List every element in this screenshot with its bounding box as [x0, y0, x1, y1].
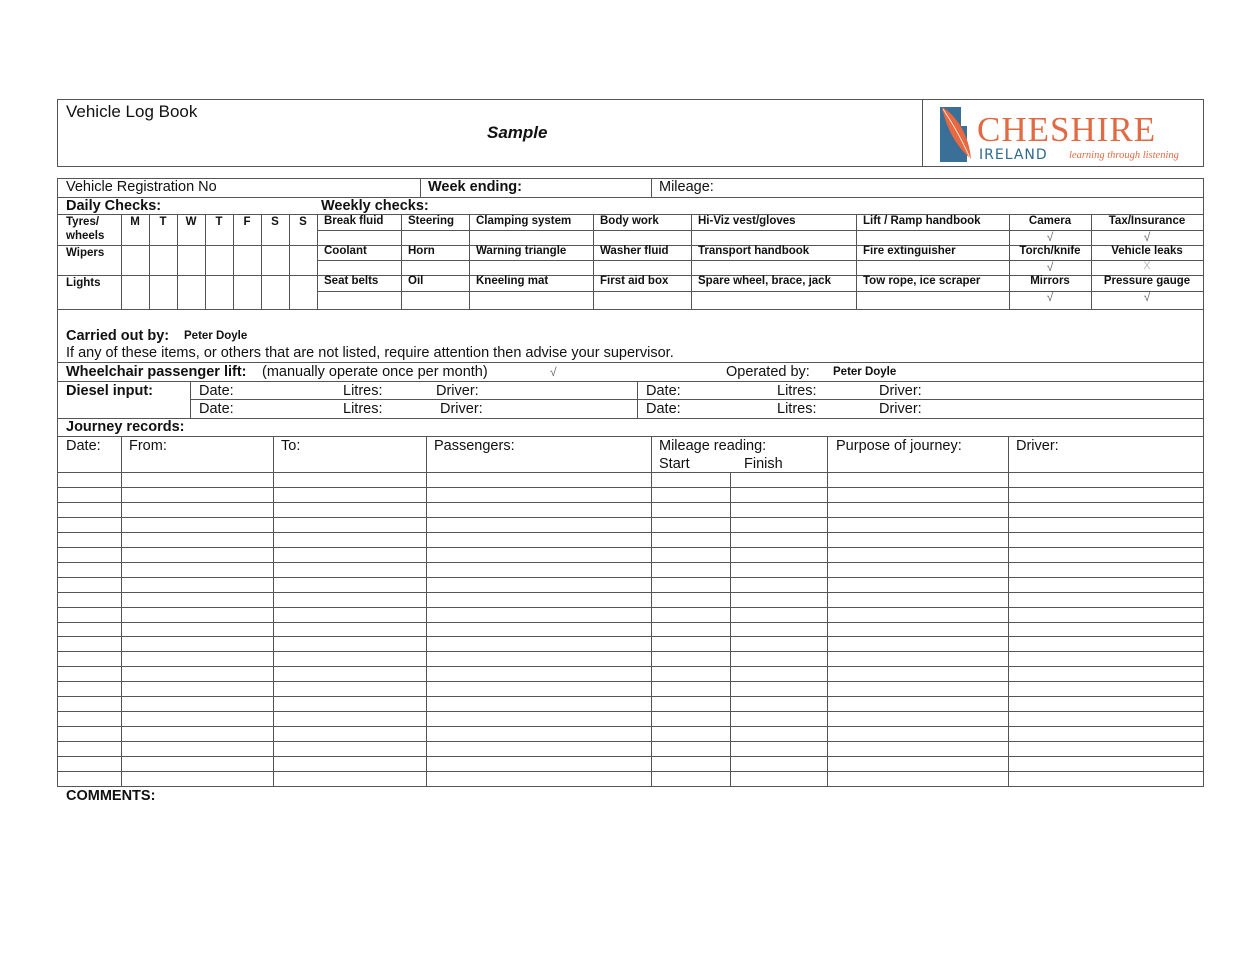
daily-checks-title: Daily Checks: [66, 198, 162, 214]
daily-check-cell[interactable] [150, 276, 176, 308]
operated-by-label: Operated by: [726, 364, 810, 380]
check-mark-icon[interactable]: √ [1046, 260, 1054, 274]
col-to: To: [281, 438, 301, 454]
check-mark-icon[interactable]: √ [1046, 290, 1054, 304]
diesel-litres-label: Litres: [777, 383, 817, 399]
day-header: F [243, 216, 251, 228]
diesel-driver-label: Driver: [879, 383, 922, 399]
cheshire-logo [937, 104, 1182, 164]
weekly-check-item: Coolant [324, 245, 367, 257]
diesel-driver-label: Driver: [440, 401, 483, 417]
weekly-checks-title: Weekly checks: [321, 198, 429, 214]
daily-check-cell[interactable] [122, 246, 148, 274]
diesel-date-label: Date: [199, 383, 234, 399]
divider [57, 418, 1204, 419]
logo-region: IRELAND [979, 147, 1048, 163]
diesel-date-label: Date: [199, 401, 234, 417]
registration-label: Vehicle Registration No [66, 179, 217, 195]
cross-mark-icon[interactable]: X [1143, 260, 1151, 272]
col-from: From: [129, 438, 167, 454]
col-passengers: Passengers: [434, 438, 515, 454]
weekly-check-item: Steering [408, 215, 455, 227]
col-purpose: Purpose of journey: [836, 438, 962, 454]
diesel-input-label: Diesel input: [66, 383, 154, 399]
daily-check-cell[interactable] [122, 276, 148, 308]
daily-check-cell[interactable] [150, 230, 176, 244]
feather-logo-icon [937, 104, 977, 164]
weekly-check-cell[interactable] [469, 231, 593, 245]
daily-check-cell[interactable] [262, 276, 288, 308]
weekly-check-item: Hi-Viz vest/gloves [698, 215, 796, 227]
divider [57, 309, 1204, 310]
logo-tagline: learning through listening [1069, 150, 1179, 161]
check-mark-icon[interactable]: √ [1143, 230, 1151, 244]
weekly-check-item: Fire extinguisher [863, 245, 956, 257]
divider [57, 381, 1204, 382]
col-mileage: Mileage reading: [659, 438, 767, 454]
weekly-check-item: Torch/knife [1019, 245, 1081, 257]
day-header: S [299, 216, 307, 228]
weekly-check-cell[interactable] [469, 291, 593, 305]
weekly-check-cell[interactable] [691, 261, 856, 275]
divider [420, 178, 421, 197]
daily-check-cell[interactable] [150, 246, 176, 274]
divider [57, 362, 1204, 363]
diesel-litres-label: Litres: [777, 401, 817, 417]
carried-out-label: Carried out by: [66, 328, 170, 344]
sample-label: Sample [487, 123, 548, 142]
weekly-check-cell[interactable] [317, 261, 401, 275]
daily-check-item-line2: wheels [66, 230, 105, 242]
wheelchair-lift-instruction: (manually operate once per month) [262, 364, 488, 380]
daily-check-item: Lights [66, 277, 101, 289]
journey-row[interactable] [58, 578, 1203, 592]
supervisor-notice: If any of these items, or others that are not listed, require attention then advise your supervisor. [66, 345, 674, 361]
journey-row[interactable] [58, 518, 1203, 532]
diesel-driver-label: Driver: [879, 401, 922, 417]
col-date: Date: [66, 438, 101, 454]
daily-check-item: Wipers [66, 247, 105, 259]
day-header: M [130, 216, 140, 228]
check-mark-icon[interactable]: √ [1046, 230, 1054, 244]
weekly-check-item: Transport handbook [698, 245, 810, 257]
daily-check-cell[interactable] [178, 276, 204, 308]
weekly-check-item: Body work [600, 215, 659, 227]
daily-check-cell[interactable] [262, 246, 288, 274]
weekly-check-cell[interactable] [401, 261, 469, 275]
weekly-check-cell[interactable] [691, 231, 856, 245]
weekly-check-item: Kneeling mat [476, 275, 549, 287]
diesel-litres-label: Litres: [343, 383, 383, 399]
daily-check-cell[interactable] [178, 230, 204, 244]
document-title: Vehicle Log Book [66, 102, 198, 121]
journey-row[interactable] [58, 757, 1203, 771]
journey-row[interactable] [58, 697, 1203, 711]
wheelchair-lift-check: √ [550, 365, 557, 379]
mileage-label: Mileage: [659, 179, 714, 195]
journey-row[interactable] [58, 727, 1203, 741]
diesel-litres-label: Litres: [343, 401, 383, 417]
journey-row[interactable] [58, 608, 1203, 622]
col-mileage-start: Start [659, 456, 690, 472]
journey-row[interactable] [58, 488, 1203, 502]
daily-check-cell[interactable] [234, 276, 260, 308]
diesel-date-label: Date: [646, 383, 681, 399]
daily-check-cell[interactable] [206, 276, 232, 308]
journey-row[interactable] [58, 533, 1203, 547]
weekly-check-item: Lift / Ramp handbook [863, 215, 981, 227]
daily-check-cell[interactable] [206, 230, 232, 244]
weekly-check-cell[interactable] [317, 231, 401, 245]
weekly-check-cell[interactable] [317, 291, 401, 305]
divider [190, 399, 1204, 400]
journey-records-title: Journey records: [66, 419, 185, 435]
diesel-date-label: Date: [646, 401, 681, 417]
journey-row[interactable] [58, 682, 1203, 696]
journey-row[interactable] [58, 742, 1203, 756]
operated-by-name: Peter Doyle [833, 366, 897, 378]
weekly-check-item: Seat belts [324, 275, 379, 287]
journey-row[interactable] [58, 548, 1203, 562]
weekly-check-cell[interactable] [593, 291, 691, 305]
check-mark-icon[interactable]: √ [1143, 290, 1151, 304]
col-mileage-finish: Finish [744, 456, 783, 472]
daily-check-cell[interactable] [290, 276, 316, 308]
journey-row[interactable] [58, 667, 1203, 681]
journey-row[interactable] [58, 652, 1203, 666]
weekly-check-cell[interactable] [856, 231, 1009, 245]
journey-row[interactable] [58, 593, 1203, 607]
journey-row[interactable] [58, 712, 1203, 726]
carried-out-name: Peter Doyle [184, 330, 248, 342]
header-divider [922, 99, 923, 167]
weekly-check-item: Clamping system [476, 215, 572, 227]
daily-check-cell[interactable] [290, 246, 316, 274]
wheelchair-lift-label: Wheelchair passenger lift: [66, 364, 247, 380]
weekly-check-cell[interactable] [593, 231, 691, 245]
journey-row[interactable] [58, 772, 1203, 786]
col-driver: Driver: [1016, 438, 1059, 454]
week-ending-label: Week ending: [428, 179, 522, 195]
daily-check-cell[interactable] [122, 230, 148, 244]
journey-row[interactable] [58, 503, 1203, 517]
weekly-check-item: Camera [1028, 215, 1072, 227]
weekly-check-cell[interactable] [401, 291, 469, 305]
daily-check-cell[interactable] [234, 246, 260, 274]
weekly-check-item: Tax/Insurance [1108, 215, 1186, 227]
divider [57, 197, 1204, 198]
journey-row[interactable] [58, 637, 1203, 651]
comments-label: COMMENTS: [66, 788, 156, 804]
weekly-check-cell[interactable] [856, 291, 1009, 305]
weekly-check-cell[interactable] [593, 261, 691, 275]
weekly-check-item: Tow rope, ice scraper [863, 275, 981, 287]
weekly-check-item: Break fluid [324, 215, 384, 227]
journey-row[interactable] [58, 473, 1203, 487]
journey-row[interactable] [58, 623, 1203, 637]
divider [651, 178, 652, 197]
day-header: W [185, 216, 197, 228]
day-header: T [215, 216, 223, 228]
weekly-check-cell[interactable] [401, 231, 469, 245]
divider [57, 214, 317, 215]
daily-check-item: Tyres/ [66, 216, 100, 228]
weekly-check-item: Oil [408, 275, 424, 287]
weekly-check-item: Spare wheel, brace, jack [698, 275, 831, 287]
day-header: S [271, 216, 279, 228]
weekly-check-cell[interactable] [691, 291, 856, 305]
daily-check-cell[interactable] [206, 246, 232, 274]
weekly-check-cell[interactable] [856, 261, 1009, 275]
day-header: T [159, 216, 167, 228]
weekly-check-item: Pressure gauge [1103, 275, 1191, 287]
daily-check-cell[interactable] [262, 230, 288, 244]
weekly-check-item: Mirrors [1030, 275, 1070, 287]
weekly-check-item: Vehicle leaks [1111, 245, 1183, 257]
weekly-check-item: Washer fluid [600, 245, 669, 257]
weekly-check-item: Horn [408, 245, 435, 257]
journey-row[interactable] [58, 563, 1203, 577]
diesel-driver-label: Driver: [436, 383, 479, 399]
weekly-check-cell[interactable] [469, 261, 593, 275]
weekly-check-item: Warning triangle [476, 245, 567, 257]
logo-wordmark: CHESHIRE [977, 110, 1157, 149]
daily-check-cell[interactable] [178, 246, 204, 274]
daily-check-cell[interactable] [290, 230, 316, 244]
divider [57, 436, 1204, 437]
weekly-check-item: First aid box [600, 275, 669, 287]
daily-check-cell[interactable] [234, 230, 260, 244]
